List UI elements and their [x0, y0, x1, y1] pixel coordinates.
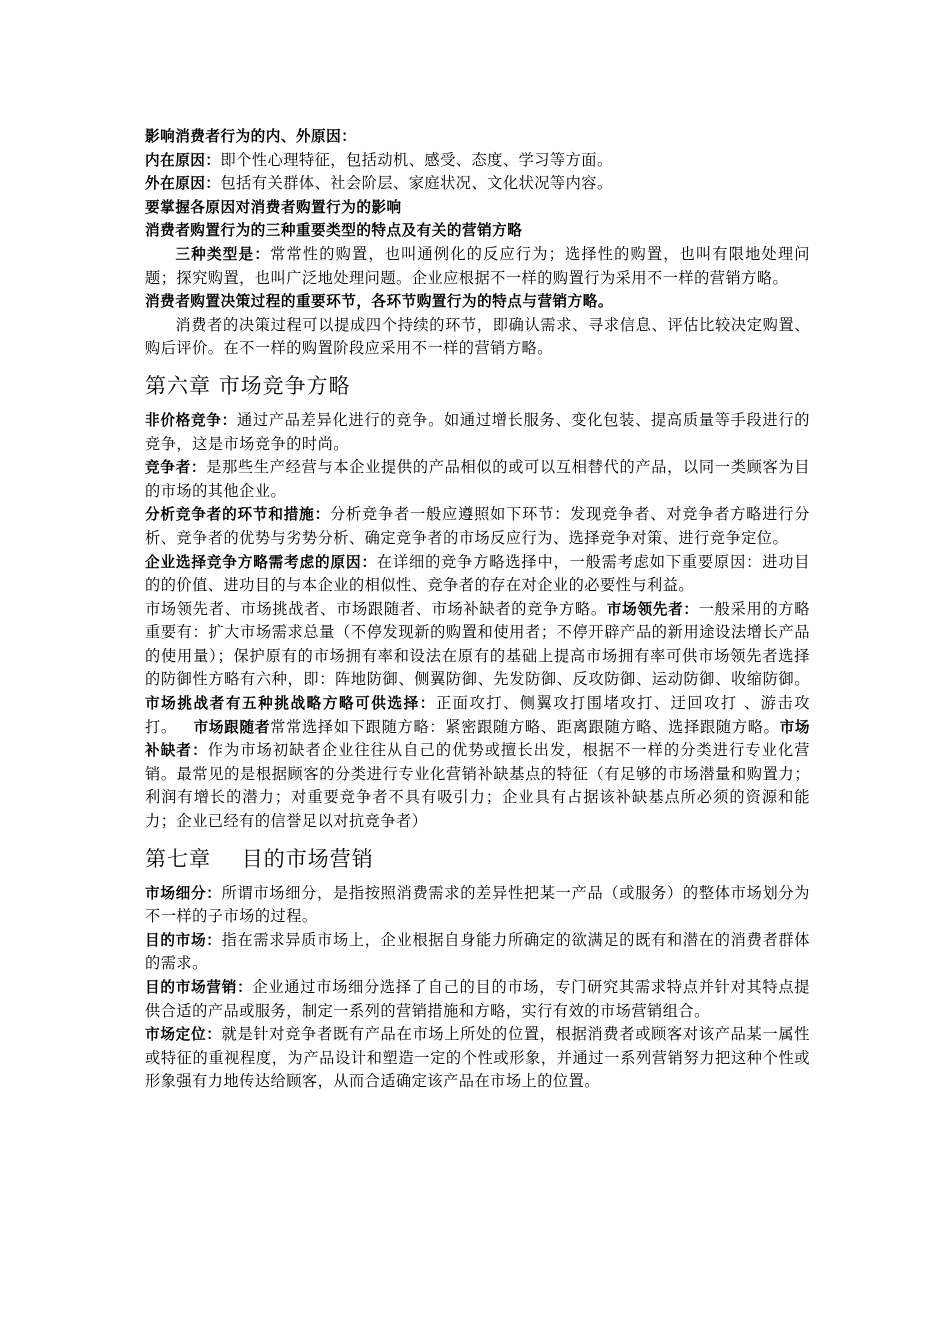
text-non-price-competition: 通过产品差异化进行的竞争。如通过增长服务、变化包装、提高质量等手段进行的竞争，这是市场竞争的时尚。 — [145, 410, 810, 453]
text-market-challenger: 正面攻打、侧翼攻打围堵攻打、迂回攻打 、游击攻打。 — [145, 694, 811, 736]
text-market-nicher: 作为市场初缺者企业往往从自己的优势或擅长出发，根据不一样的分类进行专业化营销。最常见的是根据顾客的分类进行专业化营销补缺基点的特征（有足够的市场潜量和购置力；利润有增长的潜力；对重要竞争者不具有吸引力；企业具有占据该补缺基点所必须的资源和能力；企业已经有的信誉足以对抗竞争者） — [145, 741, 810, 831]
label-internal-factors: 内在原因： — [145, 151, 221, 169]
text-three-types: 常常性的购置，也叫通例化的反应行为；选择性的购置，也叫有限地处理问题；探究购置，也叫广泛地处理问题。企业应根据不一样的购置行为采用不一样的营销方略。 — [145, 244, 810, 287]
text-competitor-analysis: 分析竞争者一般应遵照如下环节：发现竞争者、对竞争者方略进行分析、竞争者的优势与劣势分析、确定竞争者的市场反应行为、选择竞争对策、进行竞争定位。 — [145, 505, 810, 547]
label-market-segmentation: 市场细分： — [145, 884, 222, 902]
document-page — [145, 125, 810, 1094]
chapter-six-title: 第六章 市场竞争方略 — [145, 373, 351, 398]
label-market-leader: 市场领先者： — [606, 600, 699, 618]
chapter-seven-title: 第七章 目的市场营销 — [145, 846, 374, 871]
text-target-market: 指在需求异质市场上，企业根据自身能力所确定的欲满足的既有和潜在的消费者群体的需求。 — [145, 930, 810, 973]
label-competitors: 竞争者： — [145, 459, 207, 477]
label-target-market: 目的市场： — [145, 931, 222, 949]
label-strategy-factors: 企业选择竞争方略需考虑的原因： — [145, 553, 377, 571]
paragraph-internal-factors — [145, 149, 810, 173]
paragraph-external-factors — [145, 172, 810, 196]
heading-consumer-factors: 影响消费者行为的内、外原因： — [145, 128, 357, 145]
paragraph-target-market — [145, 929, 810, 976]
label-external-factors: 外在原因： — [145, 175, 221, 193]
heading-decision-process: 消费者购置决策过程的重要环节，各环节购置行为的特点与营销方略。 — [145, 293, 613, 311]
label-market-positioning: 市场定位： — [145, 1026, 222, 1044]
text-market-positioning: 就是针对竞争者既有产品在市场上所处的位置，根据消费者或顾客对该产品某一属性或特征的重视程度，为产品设计和塑造一定的个性或形象，并通过一系列营销努力把这种个性或形象强有力地传达给顾客，从而合适确定该产品在市场上的位置。 — [145, 1025, 810, 1091]
paragraph-non-price-competition — [145, 409, 810, 456]
label-competitor-analysis: 分析竞争者的环节和措施： — [145, 506, 330, 524]
text-strategy-factors: 在详细的竞争方略选择中，一般需考虑如下重要原因：进功目的的价值、进功目的与本企业的相似性、竞争者的存在对企业的必要性与利益。 — [145, 552, 810, 595]
text-external-factors: 包括有关群体、社会阶层、家庭状况、文化状况等内容。 — [220, 174, 613, 193]
text-market-roles-intro: 市场领先者、市场挑战者、市场跟随者、市场补缺者的竞争方略。 — [145, 599, 607, 618]
paragraph-three-types — [145, 243, 810, 290]
text-target-marketing: 企业通过市场细分选择了自己的目的市场，专门研究其需求特点并针对其特点提供合适的产品或服务，制定一系列的营销措施和方略，实行有效的市场营销组合。 — [145, 978, 810, 1020]
text-market-follower: 常常选择如下跟随方略：紧密跟随方略、距离跟随方略、选择跟随方略。 — [270, 717, 780, 736]
paragraph-strategy-factors — [145, 551, 810, 598]
text-competitors: 是那些生产经营与本企业提供的产品相似的或可以互相替代的产品，以同一类顾客为目的市场的其他企业。 — [145, 458, 810, 500]
paragraph-market-roles — [145, 598, 810, 834]
label-market-challenger: 市场挑战者有五种挑战略方略可供选择： — [145, 695, 436, 713]
text-market-segmentation: 所谓市场细分，是指按照消费需求的差异性把某一产品（或服务）的整体市场划分为不一样的子市场的过程。 — [145, 883, 810, 926]
heading-factor-influence: 要掌握各原因对消费者购置行为的影响 — [145, 198, 402, 216]
paragraph-competitor-analysis — [145, 503, 810, 550]
paragraph-market-positioning — [145, 1023, 810, 1094]
paragraph-competitors — [145, 456, 810, 503]
paragraph-target-marketing — [145, 976, 810, 1023]
text-market-leader: 一般采用的方略重要有：扩大市场需求总量（不停发现新的购置和使用者；不停开辟产品的新用途设法增长产品的使用量）；保护原有的市场拥有率和设法在原有的基础上提高市场拥有率可供市场领先者选择的防御性方略有六种，即：阵地防御、侧翼防御、先发防御、反攻防御、运动防御、收缩防御。 — [145, 599, 810, 689]
text-internal-factors: 即个性心理特征，包括动机、感受、态度、学习等方面。 — [220, 150, 613, 169]
label-target-marketing: 目的市场营销： — [145, 979, 253, 996]
label-market-nicher: 市场补缺者： — [145, 718, 811, 760]
label-market-follower: 市场跟随者 — [193, 718, 271, 736]
heading-purchase-types: 消费者购置行为的三种重要类型的特点及有关的营销方略 — [145, 222, 523, 240]
paragraph-decision-process: 消费者的决策过程可以提成四个持续的环节，即确认需求、寻求信息、评估比较决定购置、购后评价。在不一样的购置阶段应采用不一样的营销方略。 — [145, 315, 810, 358]
label-non-price-competition: 非价格竞争： — [145, 411, 237, 429]
paragraph-market-segmentation — [145, 882, 810, 929]
label-three-types: 三种类型是： — [175, 245, 271, 263]
